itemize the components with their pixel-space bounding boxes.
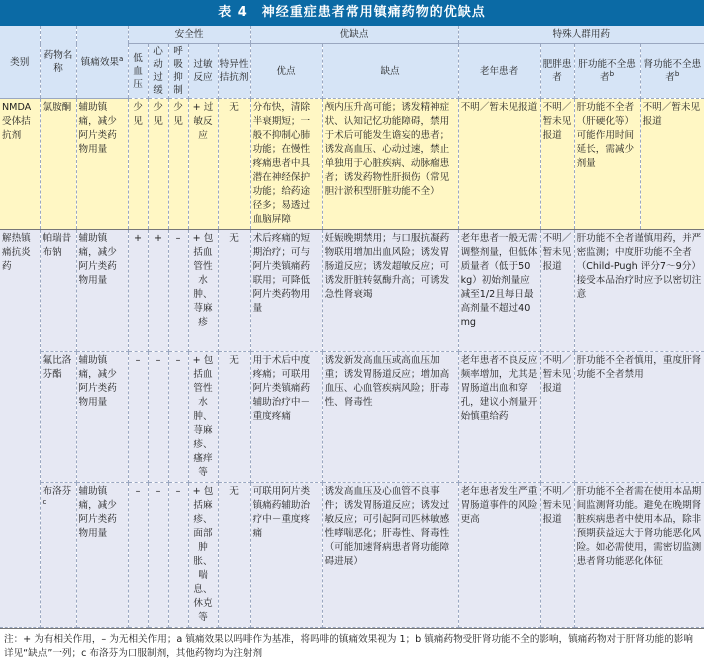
row-obese: 不明／暂未见报道: [540, 483, 574, 628]
header-low-bp: 低血压: [128, 44, 148, 99]
header-pros-cons: 优缺点: [250, 26, 458, 44]
header-hepatic-sup: b: [609, 69, 615, 78]
table-row: [0, 352, 704, 483]
header-allergy: 过敏反应: [188, 44, 218, 99]
row-category: 解热镇痛抗炎药: [0, 230, 40, 628]
row-cons: 诱发新发高血压或高血压加重；诱发胃肠道反应；增加高血压、心血管疾病风险；肝毒性、肾毒性: [322, 352, 458, 483]
header-analgesic-effect-sup: a: [119, 54, 124, 63]
row-resp: –: [168, 483, 188, 628]
header-hepatic-text: 肝功能不全患者: [578, 59, 636, 83]
header-tachycardia: 心动过缓: [148, 44, 168, 99]
table-row: [0, 483, 704, 628]
row-drug-text: 帕瑞昔布钠: [42, 233, 72, 258]
header-drug-name: 药物名称: [40, 26, 76, 99]
row-allergy: + 包括血管性水肿、荨麻疹、瘙痒等: [188, 352, 218, 483]
row-elderly: 老年患者一般无需调整剂量，但低体质量者（低于50 kg）初始剂量应减至1/2且每日最高剂量不超过40 mg: [458, 230, 540, 352]
header-cons: 缺点: [322, 44, 458, 99]
row-antagonist: 无: [218, 99, 250, 230]
row-effect: 辅助镇痛，减少阿片类药物用量: [76, 483, 128, 628]
row-resp: 少见: [168, 99, 188, 230]
row-drug: [40, 483, 76, 628]
table-header: [0, 26, 704, 99]
row-pros: 用于术后中度疼痛；可联用阿片类镇痛药辅助治疗中－重度疼痛: [250, 352, 322, 483]
header-renal-sup: b: [674, 69, 680, 78]
table-note: 注：+ 为有相关作用，– 为无相关作用；a 镇痛效果以吗啡作为基准，将吗啡的镇痛效果视为 1；b 镇痛药物受肝肾功能不全的影响，镇痛药物对于肝肾功能的影响详见“缺点”一列；c 布洛芬为口服制剂，其他药物均为注射剂: [0, 628, 704, 661]
row-hepatic-renal: 肝功能不全者慎用，重度肝肾功能不全者禁用: [574, 352, 704, 483]
header-special: 特殊人群用药: [458, 26, 704, 44]
header-renal: [640, 44, 704, 99]
row-tachycardia: –: [148, 483, 168, 628]
row-hepatic-renal: 肝功能不全者谨慎用药，并严密监测；中度肝功能不全者（Child-Pugh 评分7～9分）接受本品治疗时应予以密切注意: [574, 230, 704, 352]
row-antagonist: 无: [218, 230, 250, 352]
row-elderly: 不明／暂未见报道: [458, 99, 540, 230]
row-allergy: + 包括麻疹、面部肿胀、喘息、休克等: [188, 483, 218, 628]
row-resp: –: [168, 352, 188, 483]
row-drug: [40, 99, 76, 230]
row-drug-sup: c: [42, 497, 47, 506]
header-elderly: 老年患者: [458, 44, 540, 99]
header-obese: 肥胖患者: [540, 44, 574, 99]
row-drug-text: 氯胺酮: [42, 102, 72, 113]
row-hepatic-renal: 肝功能不全者需在使用本品期间监测肾功能。避免在晚期肾脏疾病患者中使用本品，除非预期获益远大于肾功能恶化风险。如必需使用，需密切监测患者肾功能恶化体征: [574, 483, 704, 628]
row-hepatic: 肝功能不全者（肝硬化等）可能作用时间延长，需减少剂量: [574, 99, 640, 230]
row-cons: 颅内压升高可能；诱发精神症状、认知记忆功能障碍，禁用于术后可能发生谵妄的患者；诱发高血压、心动过速，禁止单独用于心脏疾病、动脉瘤患者；诱发药物性肝损伤（常见胆汁淤积型肝脏功能不全）: [322, 99, 458, 230]
header-renal-text: 肾功能不全患者: [643, 59, 702, 83]
row-pros: 分布快，清除半衰期短；一般不抑制心肺功能；在慢性疼痛患者中具潜在神经保护功能；给药途径多；易透过血脑屏障: [250, 99, 322, 230]
row-drug: [40, 230, 76, 352]
row-effect: 辅助镇痛，减少阿片类药物用量: [76, 99, 128, 230]
header-analgesic-effect-text: 镇痛效果: [80, 56, 120, 68]
header-hepatic: [574, 44, 640, 99]
row-low-bp: –: [128, 352, 148, 483]
row-effect: 辅助镇痛，减少阿片类药物用量: [76, 352, 128, 483]
row-obese: 不明／暂未见报道: [540, 99, 574, 230]
header-pros: 优点: [250, 44, 322, 99]
row-antagonist: 无: [218, 483, 250, 628]
row-resp: –: [168, 230, 188, 352]
row-pros: 术后疼痛的短期治疗；可与阿片类镇痛药联用；可降低阿片类药物用量: [250, 230, 322, 352]
row-low-bp: –: [128, 483, 148, 628]
row-tachycardia: 少见: [148, 99, 168, 230]
table-row: [0, 230, 704, 352]
row-drug: [40, 352, 76, 483]
row-elderly: 老年患者不良反应频率增加，尤其是胃肠道出血和穿孔，建议小剂量开始慎重给药: [458, 352, 540, 483]
row-tachycardia: –: [148, 352, 168, 483]
row-tachycardia: +: [148, 230, 168, 352]
drug-table: [0, 26, 704, 628]
row-cons: 诱发高血压及心血管不良事件；诱发胃肠道反应；诱发过敏反应；可引起阿司匹林敏感性哮喘恶化；肝毒性、肾毒性（可能加速肾病患者肾功能障碍进展）: [322, 483, 458, 628]
header-analgesic-effect: [76, 26, 128, 99]
row-obese: 不明／暂未见报道: [540, 352, 574, 483]
row-obese: 不明／暂未见报道: [540, 230, 574, 352]
row-low-bp: 少见: [128, 99, 148, 230]
row-renal: 不明／暂未见报道: [640, 99, 704, 230]
row-drug-text: 氟比洛芬酯: [42, 355, 72, 380]
row-drug-text: 布洛芬: [42, 486, 72, 497]
row-effect: 辅助镇痛，减少阿片类药物用量: [76, 230, 128, 352]
row-allergy: + 包括血管性水肿、荨麻疹: [188, 230, 218, 352]
row-pros: 可联用阿片类镇痛药辅助治疗中－重度疼痛: [250, 483, 322, 628]
row-elderly: 老年患者发生严重胃肠道事件的风险更高: [458, 483, 540, 628]
header-safety: 安全性: [128, 26, 250, 44]
table-title: 表 4 神经重症患者常用镇痛药物的优缺点: [0, 0, 704, 26]
table-row: [0, 99, 704, 230]
row-antagonist: 无: [218, 352, 250, 483]
header-antagonist: 特异性拮抗剂: [218, 44, 250, 99]
row-cons: 妊娠晚期禁用；与口服抗凝药物联用增加出血风险；诱发胃肠道反应；诱发超敏反应；可诱发肝脏转氨酶升高；可诱发急性肾衰竭: [322, 230, 458, 352]
row-allergy: + 过敏反应: [188, 99, 218, 230]
row-low-bp: +: [128, 230, 148, 352]
row-category: NMDA受体拮抗剂: [0, 99, 40, 230]
header-resp-depression: 呼吸抑制: [168, 44, 188, 99]
header-category: 类别: [0, 26, 40, 99]
